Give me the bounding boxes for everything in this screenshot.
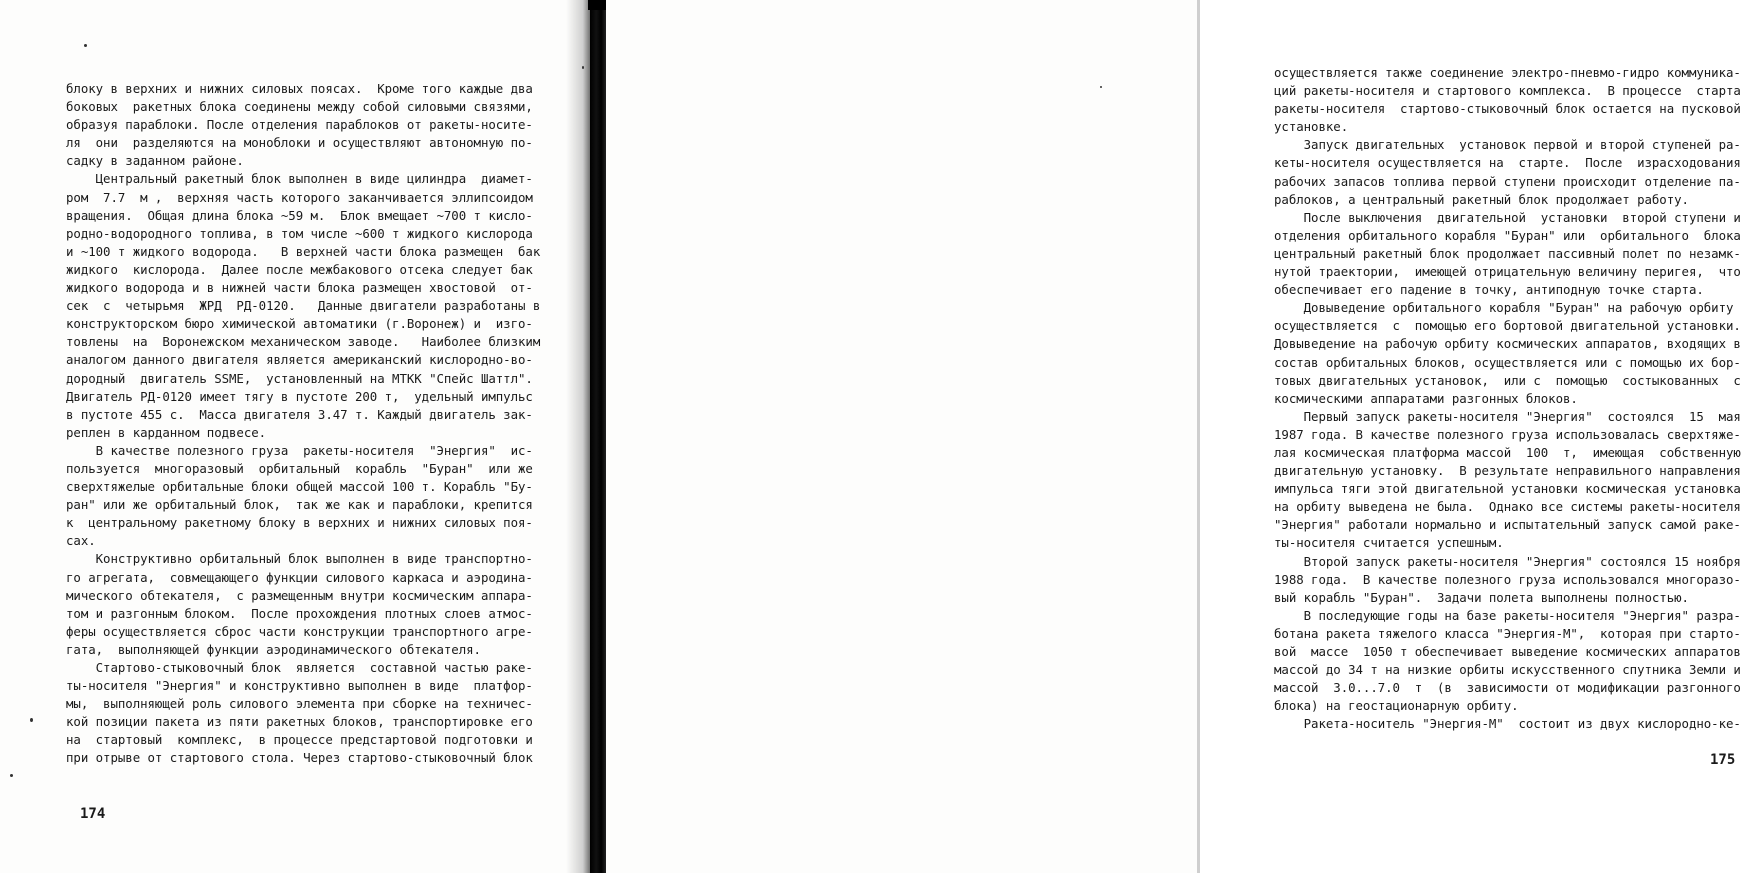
text-line: Конструктивно орбитальный блок выполнен в виде транспортно-	[66, 551, 533, 567]
text-line: Довыведение на рабочую орбиту космических аппаратов, входящих в	[1274, 336, 1741, 352]
text-line: центральный ракетный блок продолжает пассивный полет по незамк-	[1274, 245, 1741, 261]
text-line: Центральный ракетный блок выполнен в виде цилиндра диамет-	[66, 171, 533, 187]
text-line: при отрыве от стартового стола. Через стартово-стыковочный блок	[66, 750, 533, 766]
text-line: 1988 года. В качестве полезного груза использовался многоразо-	[1274, 571, 1741, 587]
text-line: на орбиту выведена не была. Однако все системы ракеты-носителя	[1274, 499, 1741, 515]
text-line: ля они разделяются на моноблоки и осуществляют автономную по-	[66, 135, 533, 151]
text-line: После выключения двигательной установки второй ступени и	[1274, 209, 1741, 225]
text-line: и ~100 т жидкого водорода. В верхней части блока размещен бак	[66, 243, 541, 259]
text-line: блока) на геостационарную орбиту.	[1274, 698, 1519, 714]
text-line: пользуется многоразовый орбитальный корабль "Буран" или же	[66, 460, 533, 476]
text-line: раблоков, а центральный ракетный блок продолжает работу.	[1274, 191, 1689, 207]
text-line: мы, выполняющей роль силового элемента при сборке на техничес-	[66, 696, 533, 712]
text-line: блоку в верхних и нижних силовых поясах. Кроме того каждые два	[66, 81, 533, 96]
text-line: Двигатель РД-0120 имеет тягу в пустоте 200 т, удельный импульс	[66, 388, 533, 404]
text-line: Ракета-носитель "Энергия-М" состоит из двух кислородно-ке-	[1274, 716, 1741, 732]
text-line: сек с четырьмя ЖРД РД-0120. Данные двигатели разработаны в	[66, 298, 541, 314]
text-line: осуществляется также соединение электро-пневмо-гидро коммуника-	[1274, 65, 1741, 80]
text-line: рабочих запасов топлива первой ступени происходит отделение па-	[1274, 173, 1741, 189]
text-line: дородный двигатель SSME, установленный на МТКК "Спейс Шаттл".	[66, 370, 533, 386]
text-line: мического обтекателя, с размещенным внутри космическим аппара-	[66, 587, 533, 603]
text-line: Запуск двигательных установок первой и второй ступеней ра-	[1274, 137, 1741, 153]
text-line: Довыведение орбитального корабля "Буран" на рабочую орбиту	[1274, 300, 1734, 316]
scan-speck	[582, 66, 584, 69]
text-line: лая космическая платформа массой 100 т, имеющая собственную	[1274, 444, 1741, 460]
text-line: товлены на Воронежском механическом заводе. Наиболее близким	[66, 334, 541, 350]
text-line: реплен в карданном подвесе.	[66, 424, 267, 440]
text-line: нутой траектории, имеющей отрицательную величину перигея, что	[1274, 264, 1741, 280]
text-line: ты-носителя считается успешным.	[1274, 535, 1504, 551]
text-line: В последующие годы на базе ракеты-носителя "Энергия" разра-	[1274, 607, 1741, 623]
left-page	[0, 0, 590, 873]
text-line: боковых ракетных блока соединены между собой силовыми связями,	[66, 99, 533, 115]
text-line: ты-носителя "Энергия" и конструктивно выполнен в виде платфор-	[66, 678, 533, 694]
text-line: ций ракеты-носителя и стартового комплекса. В процессе старта	[1274, 83, 1741, 99]
text-line: вый корабль "Буран". Задачи полета выполнены полностью.	[1274, 589, 1689, 605]
text-line: кой позиции пакета из пяти ракетных блоков, транспортировке его	[66, 714, 533, 730]
text-line: двигательную установку. В результате неправильного направления	[1274, 463, 1741, 479]
text-line: В качестве полезного груза ракеты-носителя "Энергия" ис-	[66, 442, 533, 458]
text-line: образуя параблоки. После отделения параблоков от ракеты-носите-	[66, 117, 533, 133]
left-page-text	[66, 80, 554, 768]
text-line: сверхтяжелые орбитальные блоки общей массой 100 т. Корабль "Бу-	[66, 479, 533, 495]
text-line: конструкторском бюро химической автоматики (г.Воронеж) и изго-	[66, 316, 533, 332]
text-line: кеты-носителя осуществляется на старте. После израсходования	[1274, 155, 1741, 171]
text-line: вой массе 1050 т обеспечивает выведение космических аппаратов	[1274, 644, 1741, 659]
text-line: Стартово-стыковочный блок является составной частью раке-	[66, 660, 533, 675]
text-line: ром 7.7 м , верхняя часть которого заканчивается эллипсоидом	[66, 189, 533, 205]
right-page	[606, 0, 1741, 873]
text-line: жидкого кислорода. Далее после межбакового отсека следует бак	[66, 261, 533, 277]
text-line: импульса тяги этой двигательной установки космическая установка	[1274, 481, 1741, 497]
text-line: родно-водородного топлива, в том числе ~600 т жидкого кислорода	[66, 225, 533, 241]
scan-speck	[30, 718, 33, 722]
text-line: товых двигательных установок, или с помощью состыкованных с	[1274, 372, 1741, 388]
text-line: ракеты-носителя стартово-стыковочный блок остается на пусковой	[1274, 101, 1741, 117]
text-line: го агрегата, совмещающего функции силового каркаса и аэродина-	[66, 569, 533, 585]
text-line: ботана ракета тяжелого класса "Энергия-М", которая при старто-	[1274, 625, 1741, 641]
text-line: "Энергия" работали нормально и испытательный запуск самой раке-	[1274, 517, 1741, 533]
text-line: 1987 года. В качестве полезного груза использовалась сверхтяже-	[1274, 426, 1741, 442]
scan-speck	[1100, 86, 1102, 88]
text-line: Второй запуск ракеты-носителя "Энергия" состоялся 15 ноября	[1274, 553, 1741, 569]
left-page-number: 174	[80, 806, 106, 822]
text-line: космическими аппаратами разгонных блоков.	[1274, 390, 1578, 406]
text-line: сах.	[66, 533, 96, 549]
text-line: Первый запуск ракеты-носителя "Энергия" состоялся 15 мая	[1274, 408, 1741, 424]
text-line: том и разгонным блоком. После прохождения плотных слоев атмос-	[66, 605, 533, 621]
text-line: отделения орбитального корабля "Буран" или орбитального блока	[1274, 227, 1741, 243]
page-edge	[1197, 0, 1200, 873]
text-line: на стартовый комплекс, в процессе предстартовой подготовки и	[66, 732, 533, 748]
text-line: массой 3.0...7.0 т (в зависимости от модификации разгонного	[1274, 680, 1741, 696]
text-line: феры осуществляется сброс части конструкции транспортного агре-	[66, 623, 533, 639]
text-line: осуществляется с помощью его бортовой двигательной установки.	[1274, 318, 1741, 334]
text-line: аналогом данного двигателя является американский кислородно-во-	[66, 352, 533, 368]
scan-speck	[10, 774, 13, 777]
gutter-shadow-left	[566, 0, 590, 873]
text-line: установке.	[1274, 119, 1349, 135]
text-line: массой до 34 т на низкие орбиты искусственного спутника Земли и	[1274, 662, 1741, 678]
right-page-text	[1274, 64, 1754, 733]
text-line: в пустоте 455 с. Масса двигателя 3.47 т. Каждый двигатель зак-	[66, 406, 533, 422]
text-line: жидкого водорода и в нижней части блока размещен хвостовой от-	[66, 280, 533, 296]
text-line: состав орбитальных блоков, осуществляется или с помощью их бор-	[1274, 354, 1741, 370]
text-line: к центральному ракетному блоку в верхних и нижних силовых поя-	[66, 515, 533, 531]
text-line: вращения. Общая длина блока ~59 м. Блок вмещает ~700 т кисло-	[66, 207, 533, 223]
book-gutter	[590, 0, 606, 873]
scan-speck	[84, 44, 87, 47]
text-line: гата, выполняющей функции аэродинамического обтекателя.	[66, 641, 481, 657]
text-line: ран" или же орбитальный блок, так же как и параблоки, крепится	[66, 497, 533, 513]
text-line: обеспечивает его падение в точку, антиподную точке старта.	[1274, 282, 1704, 298]
right-page-number: 175	[1710, 752, 1736, 768]
text-line: садку в заданном районе.	[66, 153, 244, 169]
